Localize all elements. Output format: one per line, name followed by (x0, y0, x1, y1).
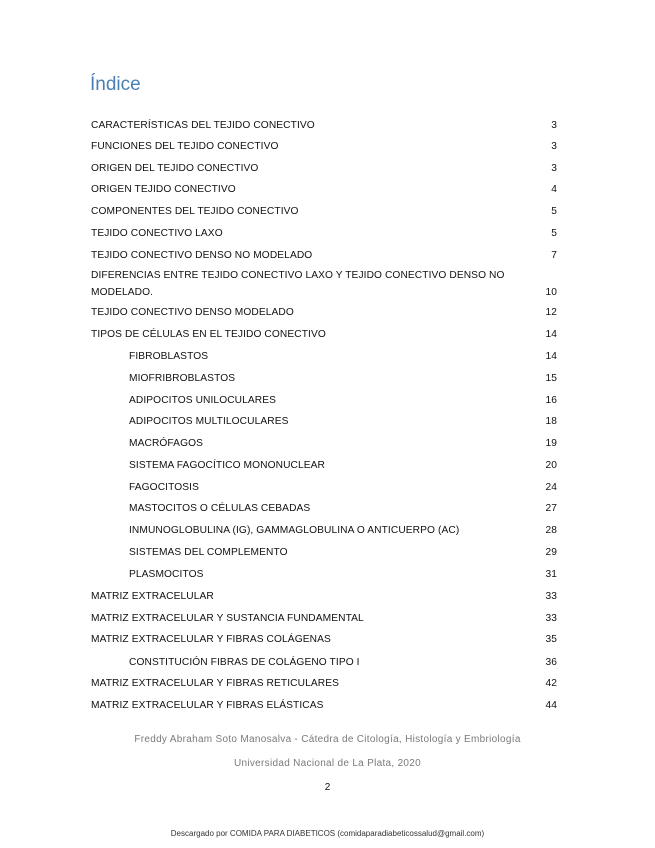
toc-subentry[interactable] (129, 414, 571, 430)
toc-entry-page: 14 (545, 351, 557, 362)
toc-subentry[interactable] (129, 545, 571, 561)
toc-entry-text: INMUNOGLOBULINA (IG), GAMMAGLOBULINA O ANTICUERPO (AC) (129, 525, 460, 536)
toc-entry-page: 42 (545, 678, 557, 689)
toc-entry[interactable] (91, 182, 571, 198)
toc-entry-text: MATRIZ EXTRACELULAR (91, 591, 214, 602)
toc-subentry[interactable] (129, 501, 571, 517)
toc-subentry[interactable] (129, 523, 571, 539)
toc-entry-text: MATRIZ EXTRACELULAR Y SUSTANCIA FUNDAMENTAL (91, 613, 364, 624)
toc-entry-page: 19 (545, 438, 557, 449)
toc-entry-text: MACRÓFAGOS (129, 438, 204, 449)
toc-entry[interactable] (91, 161, 571, 177)
toc-entry-text: CONSTITUCIÓN FIBRAS DE COLÁGENO TIPO I (129, 657, 360, 668)
toc-subentry[interactable] (129, 371, 571, 387)
toc-entry-text: MATRIZ EXTRACELULAR Y FIBRAS RETICULARES (91, 678, 339, 689)
toc-entry[interactable] (91, 305, 571, 321)
toc-entry-page: 24 (545, 482, 557, 493)
toc-entry-page: 12 (545, 307, 557, 318)
toc-entry-page: 7 (551, 250, 557, 261)
toc-entry-page: 28 (545, 525, 557, 536)
toc-entry-page: 3 (551, 141, 557, 152)
toc-entry[interactable] (91, 204, 571, 220)
toc-entry-text: COMPONENTES DEL TEJIDO CONECTIVO (91, 206, 299, 217)
toc-subentry[interactable] (129, 436, 571, 452)
toc-entry-page: 33 (545, 591, 557, 602)
toc-entry-text: MATRIZ EXTRACELULAR Y FIBRAS COLÁGENAS (91, 634, 331, 645)
toc-subentry[interactable] (129, 655, 571, 671)
toc-entry-page: 3 (551, 163, 557, 174)
toc-entry[interactable] (91, 611, 571, 627)
toc-subentry[interactable] (129, 458, 571, 474)
toc-entry-text: DIFERENCIAS ENTRE TEJIDO CONECTIVO LAXO Y TEJIDO CONECTIVO DENSO NO MODELADO. (91, 270, 505, 298)
toc-entry-page: 10 (545, 286, 557, 298)
footer-author: Freddy Abraham Soto Manosalva - Cátedra de Citología, Histología y Embriología (134, 734, 521, 745)
toc-entry-text: MATRIZ EXTRACELULAR Y FIBRAS ELÁSTICAS (91, 700, 324, 711)
toc-entry-text: ADIPOCITOS MULTILOCULARES (129, 416, 289, 427)
toc-entry[interactable] (91, 118, 571, 134)
toc-entry[interactable] (91, 226, 571, 242)
toc-entry-text: MASTOCITOS O CÉLULAS CEBADAS (129, 503, 311, 514)
toc-entry[interactable] (91, 632, 571, 648)
toc-entry[interactable] (91, 698, 571, 714)
toc-entry[interactable] (91, 139, 571, 155)
toc-entry-text: SISTEMAS DEL COMPLEMENTO (129, 547, 288, 558)
toc-entry-page: 36 (545, 657, 557, 668)
index-heading: Índice (90, 74, 141, 95)
toc-entry[interactable] (91, 676, 571, 692)
toc-entry-page: 14 (545, 329, 557, 340)
toc-entry-text: SISTEMA FAGOCÍTICO MONONUCLEAR (129, 460, 326, 471)
toc-entry-page: 35 (545, 634, 557, 645)
toc-entry-page: 3 (551, 120, 557, 131)
toc-entry-text: MIOFRIBROBLASTOS (129, 373, 236, 384)
footer-university: Universidad Nacional de La Plata, 2020 (233, 758, 422, 769)
toc-entry-page: 4 (551, 184, 557, 195)
toc-entry[interactable] (91, 248, 571, 264)
toc-entry-page: 31 (545, 569, 557, 580)
toc-entry-text: PLASMOCITOS (129, 569, 204, 580)
page-number: 2 (324, 782, 331, 793)
toc-entry-text: TIPOS DE CÉLULAS EN EL TEJIDO CONECTIVO (91, 329, 326, 340)
toc-entry-page: 18 (545, 416, 557, 427)
toc-subentry[interactable] (129, 567, 571, 583)
toc-entry-text: TEJIDO CONECTIVO LAXO (91, 228, 223, 239)
toc-entry-text: FIBROBLASTOS (129, 351, 209, 362)
toc-entry-page: 27 (545, 503, 557, 514)
toc-entry[interactable] (91, 268, 571, 301)
toc-entry-text: FUNCIONES DEL TEJIDO CONECTIVO (91, 141, 279, 152)
toc-entry-page: 16 (545, 395, 557, 406)
toc-entry-page: 5 (551, 206, 557, 217)
toc-entry-page: 33 (545, 613, 557, 624)
toc-entry-text: FAGOCITOSIS (129, 482, 199, 493)
toc-entry[interactable] (91, 589, 571, 605)
toc-entry-page: 5 (551, 228, 557, 239)
toc-entry-text: ORIGEN TEJIDO CONECTIVO (91, 184, 236, 195)
toc-subentry[interactable] (129, 480, 571, 496)
toc-entry-page: 20 (545, 460, 557, 471)
toc-entry-text: ADIPOCITOS UNILOCULARES (129, 395, 277, 406)
toc-entry-page: 44 (545, 700, 557, 711)
toc-entry-text: CARACTERÍSTICAS DEL TEJIDO CONECTIVO (91, 120, 315, 131)
toc-entry-text: ORIGEN DEL TEJIDO CONECTIVO (91, 163, 259, 174)
toc-entry[interactable] (91, 327, 571, 343)
download-note: Descargado por COMIDA PARA DIABETICOS (comidaparadiabeticossalud@gmail.com) (170, 829, 485, 838)
toc-entry-page: 15 (545, 373, 557, 384)
toc-entry-text: TEJIDO CONECTIVO DENSO MODELADO (91, 307, 294, 318)
toc-entry-text: TEJIDO CONECTIVO DENSO NO MODELADO (91, 250, 313, 261)
toc-subentry[interactable] (129, 349, 571, 365)
toc-subentry[interactable] (129, 393, 571, 409)
toc-entry-page: 29 (545, 547, 557, 558)
